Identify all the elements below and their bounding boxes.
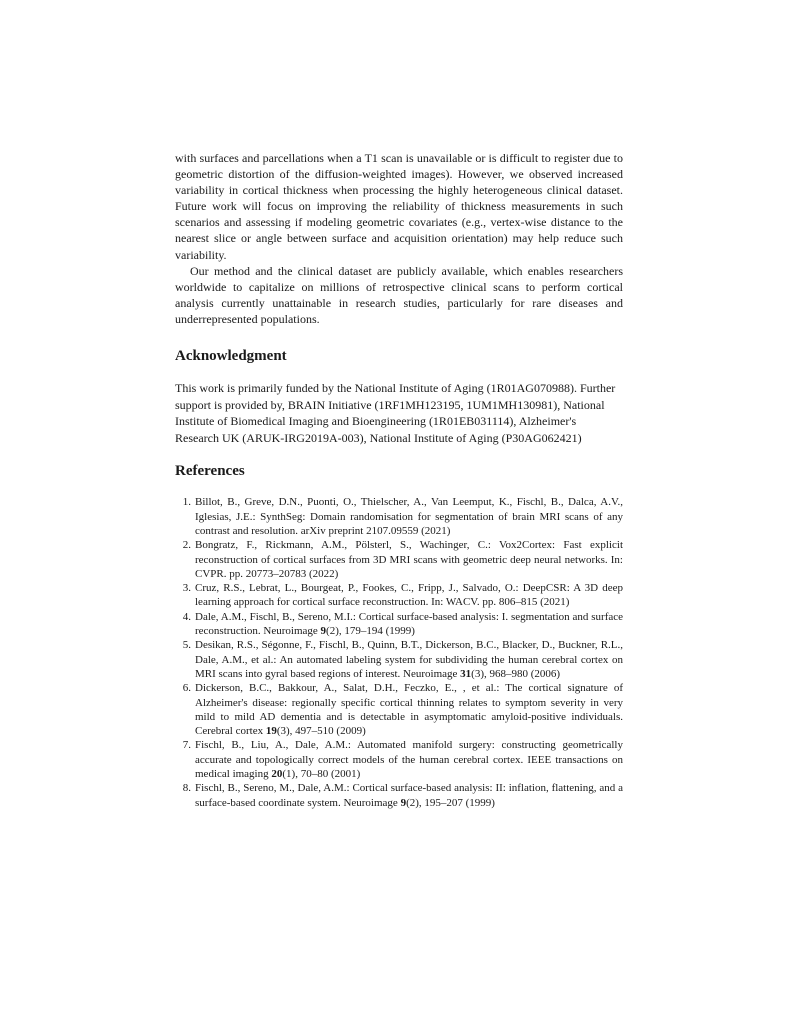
reference-item-1 [175, 495, 623, 538]
reference-text: Bongratz, F., Rickmann, A.M., Pölsterl, S., Wachinger, C.: Vox2Cortex: Fast explicit reconstruction of cortical surfaces from 3D MRI scans with geometric deep neural networks. In: CVPR. pp. 20773–20783 (2022) [195, 539, 623, 580]
reference-list [175, 495, 623, 810]
discussion-paragraph-2: Our method and the clinical dataset are publicly available, which enables researchers worldwide to capitalize on millions of retrospective clinical scans to perform cortical analysis currently unattainable in research studies, particularly for rare diseases and underrepresented populations. [175, 263, 623, 326]
reference-text: Dale, A.M., Fischl, B., Sereno, M.I.: Cortical surface-based analysis: I. segmentation and surface reconstruction. Neuroimage [195, 610, 623, 638]
reference-number: 2. [182, 539, 191, 552]
acknowledgment-heading: Acknowledgment [175, 348, 287, 365]
reference-item-6 [175, 681, 623, 738]
paper-page [175, 150, 623, 810]
reference-item-7 [175, 738, 623, 781]
reference-volume: 9 [400, 796, 407, 809]
discussion-paragraph-1: with surfaces and parcellations when a T1 scan is unavailable or is difficult to register due to geometric distortion of the diffusion-weighted images). However, we observed increased variability in cortical thickness when processing the highly heterogeneous clinical dataset. Future work will focus on improving the reliability of thickness measurements in such scenarios and assessing if modeling geometric covariates (e.g., vertex-wise distance to the nearest slice or angle between surface and acquisition orientation) may help reduce such variability. [175, 151, 623, 262]
reference-item-2 [175, 538, 623, 581]
reference-pages: (1), 70–80 (2001) [282, 768, 361, 781]
reference-number: 5. [182, 639, 191, 652]
reference-volume: 19 [265, 725, 277, 738]
reference-pages: (3), 968–980 (2006) [471, 667, 561, 680]
reference-number: 6. [182, 682, 191, 695]
reference-number: 4. [182, 610, 191, 623]
reference-pages: (2), 195–207 (1999) [406, 796, 495, 809]
reference-volume: 20 [271, 768, 283, 781]
reference-item-3 [175, 581, 623, 610]
reference-item-5 [175, 638, 623, 681]
reference-pages: (3), 497–510 (2009) [276, 725, 366, 738]
acknowledgment-text: This work is primarily funded by the National Institute of Aging (1R01AG070988). Further support is provided by, BRAIN Initiative (1RF1MH123195, 1UM1MH130981), National Institute of Biomedical Imaging and Bioengineering (1R01EB031114), Alzheimer's Research UK (ARUK-IRG2019A-003), National Institute of Aging (P30AG062421) [175, 381, 616, 445]
reference-item-4 [175, 610, 623, 639]
reference-item-8 [175, 781, 623, 810]
reference-number: 3. [182, 582, 191, 595]
reference-text: Fischl, B., Liu, A., Dale, A.M.: Automated manifold surgery: constructing geometrically accurate and topologically correct models of the human cerebral cortex. IEEE transactions on medical imaging [195, 739, 623, 781]
reference-volume: 31 [460, 667, 472, 680]
reference-text: Dickerson, B.C., Bakkour, A., Salat, D.H., Feczko, E., , et al.: The cortical signature of Alzheimer's disease: regionally specific cortical thinning relates to symptom severity in very mild to mild AD dementia and is detectable in asymptomatic amyloid-positive individuals. Cerebral cortex [195, 682, 623, 738]
reference-text: Fischl, B., Sereno, M., Dale, A.M.: Cortical surface-based analysis: II: inflation, flattening, and a surface-based coordinate system. Neuroimage [195, 782, 623, 809]
reference-number: 1. [182, 496, 191, 509]
reference-volume: 9 [320, 625, 327, 638]
reference-text: Desikan, R.S., Ségonne, F., Fischl, B., Quinn, B.T., Dickerson, B.C., Blacker, D., Buckner, R.L., Dale, A.M., et al.: An automated labeling system for subdividing the human cerebral cortex on MRI scans into gyral based regions of interest. Neuroimage [195, 639, 623, 680]
reference-pages: (2), 179–194 (1999) [326, 625, 415, 638]
references-heading: References [175, 463, 245, 480]
reference-text: Cruz, R.S., Lebrat, L., Bourgeat, P., Fookes, C., Fripp, J., Salvado, O.: DeepCSR: A 3D deep learning approach for cortical surface reconstruction. In: WACV. pp. 806–815 (2021) [195, 582, 623, 609]
reference-number: 7. [182, 739, 191, 752]
reference-text: Billot, B., Greve, D.N., Puonti, O., Thielscher, A., Van Leemput, K., Fischl, B., Dalca, A.V., Iglesias, J.E.: SynthSeg: Domain randomisation for segmentation of brain MRI scans of any contrast and resolution. arXiv preprint 2107.09559 (2021) [195, 496, 623, 537]
reference-number: 8. [182, 782, 191, 795]
